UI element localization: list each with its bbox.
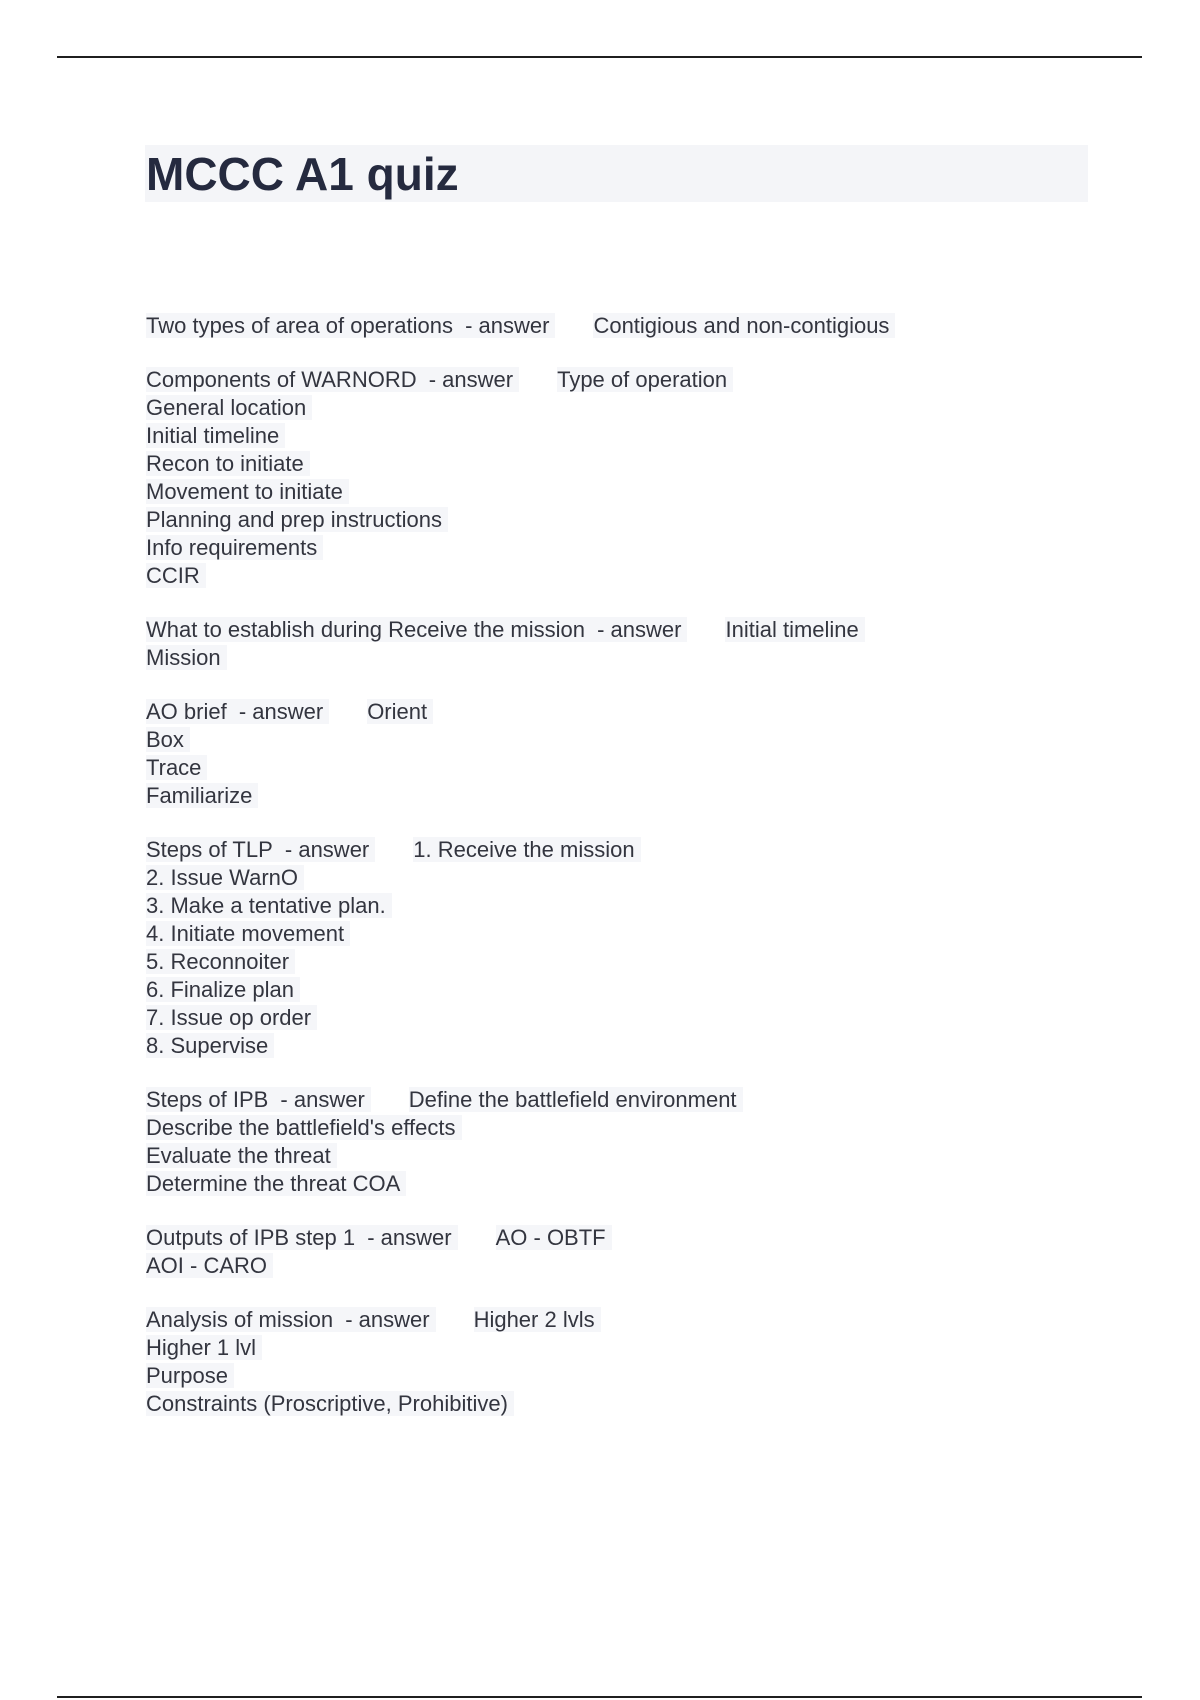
answer-line: Type of operation <box>557 367 733 392</box>
answer-row <box>146 562 1146 590</box>
answer-line: Evaluate the threat <box>146 1143 337 1168</box>
answer-line: 2. Issue WarnO <box>146 865 304 890</box>
answer-row <box>146 948 1146 976</box>
answer-line: CCIR <box>146 563 206 588</box>
answer-line: Trace <box>146 755 207 780</box>
answer-line: Recon to initiate <box>146 451 310 476</box>
answer-line: 7. Issue op order <box>146 1005 317 1030</box>
answer-line: 4. Initiate movement <box>146 921 350 946</box>
answer-line: Higher 1 lvl <box>146 1335 262 1360</box>
answer-separator: - answer <box>591 617 687 642</box>
answer-separator: - answer <box>459 313 555 338</box>
answer-line: Describe the battlefield's effects <box>146 1115 462 1140</box>
answer-line: Purpose <box>146 1363 234 1388</box>
qa-first-line <box>146 616 1146 644</box>
qa-first-line <box>146 698 1146 726</box>
page-title: MCCC A1 quiz <box>146 148 459 200</box>
top-rule <box>57 56 1142 58</box>
qa-first-line <box>146 1306 1146 1334</box>
answer-line: Orient <box>367 699 433 724</box>
answer-row <box>146 920 1146 948</box>
answer-row <box>146 478 1146 506</box>
bottom-rule <box>57 1696 1142 1698</box>
answer-row <box>146 864 1146 892</box>
answer-line: Determine the threat COA <box>146 1171 406 1196</box>
qa-card <box>146 1224 1146 1280</box>
answer-row <box>146 1252 1146 1280</box>
answer-row <box>146 1390 1146 1418</box>
qa-card <box>146 836 1146 1060</box>
answer-row <box>146 1362 1146 1390</box>
question-text: Components of WARNORD <box>146 367 423 392</box>
answer-line: Mission <box>146 645 227 670</box>
answer-line: Planning and prep instructions <box>146 507 448 532</box>
answer-line: Initial timeline <box>146 423 285 448</box>
answer-line: Constraints (Proscriptive, Prohibitive) <box>146 1391 514 1416</box>
qa-card <box>146 1306 1146 1418</box>
answer-separator: - answer <box>423 367 519 392</box>
qa-card <box>146 698 1146 810</box>
question-text: What to establish during Receive the mission <box>146 617 591 642</box>
answer-row <box>146 644 1146 672</box>
answer-line: 1. Receive the mission <box>413 837 640 862</box>
answer-row <box>146 394 1146 422</box>
question-text: Steps of TLP <box>146 837 279 862</box>
answer-row <box>146 506 1146 534</box>
answer-separator: - answer <box>339 1307 435 1332</box>
qa-list <box>146 312 1146 1444</box>
question-text: Outputs of IPB step 1 <box>146 1225 361 1250</box>
answer-line: Box <box>146 727 190 752</box>
answer-row <box>146 726 1146 754</box>
answer-row <box>146 1142 1146 1170</box>
qa-first-line <box>146 366 1146 394</box>
answer-row <box>146 782 1146 810</box>
answer-row <box>146 534 1146 562</box>
answer-line: Define the battlefield environment <box>409 1087 743 1112</box>
answer-row <box>146 976 1146 1004</box>
answer-line: Info requirements <box>146 535 323 560</box>
answer-line: Movement to initiate <box>146 479 349 504</box>
qa-first-line <box>146 1224 1146 1252</box>
question-text: Steps of IPB <box>146 1087 274 1112</box>
answer-separator: - answer <box>233 699 329 724</box>
answer-separator: - answer <box>279 837 375 862</box>
answer-row <box>146 1334 1146 1362</box>
qa-card <box>146 1086 1146 1198</box>
qa-first-line <box>146 312 1146 340</box>
qa-card <box>146 312 1146 340</box>
answer-line: 6. Finalize plan <box>146 977 300 1002</box>
answer-line: 3. Make a tentative plan. <box>146 893 392 918</box>
answer-row <box>146 1032 1146 1060</box>
answer-row <box>146 422 1146 450</box>
qa-card <box>146 616 1146 672</box>
answer-line: Contigious and non-contigious <box>593 313 895 338</box>
qa-first-line <box>146 1086 1146 1114</box>
answer-separator: - answer <box>361 1225 457 1250</box>
question-text: Analysis of mission <box>146 1307 339 1332</box>
answer-line: 8. Supervise <box>146 1033 274 1058</box>
answer-row <box>146 450 1146 478</box>
answer-line: Initial timeline <box>725 617 864 642</box>
answer-row <box>146 1114 1146 1142</box>
answer-line: AO - OBTF <box>496 1225 612 1250</box>
answer-line: Familiarize <box>146 783 258 808</box>
answer-line: AOI - CARO <box>146 1253 273 1278</box>
answer-row <box>146 892 1146 920</box>
answer-row <box>146 1170 1146 1198</box>
answer-line: Higher 2 lvls <box>474 1307 601 1332</box>
question-text: Two types of area of operations <box>146 313 459 338</box>
qa-card <box>146 366 1146 590</box>
answer-line: 5. Reconnoiter <box>146 949 295 974</box>
qa-first-line <box>146 836 1146 864</box>
answer-row <box>146 1004 1146 1032</box>
answer-separator: - answer <box>274 1087 370 1112</box>
question-text: AO brief <box>146 699 233 724</box>
answer-line: General location <box>146 395 312 420</box>
answer-row <box>146 754 1146 782</box>
